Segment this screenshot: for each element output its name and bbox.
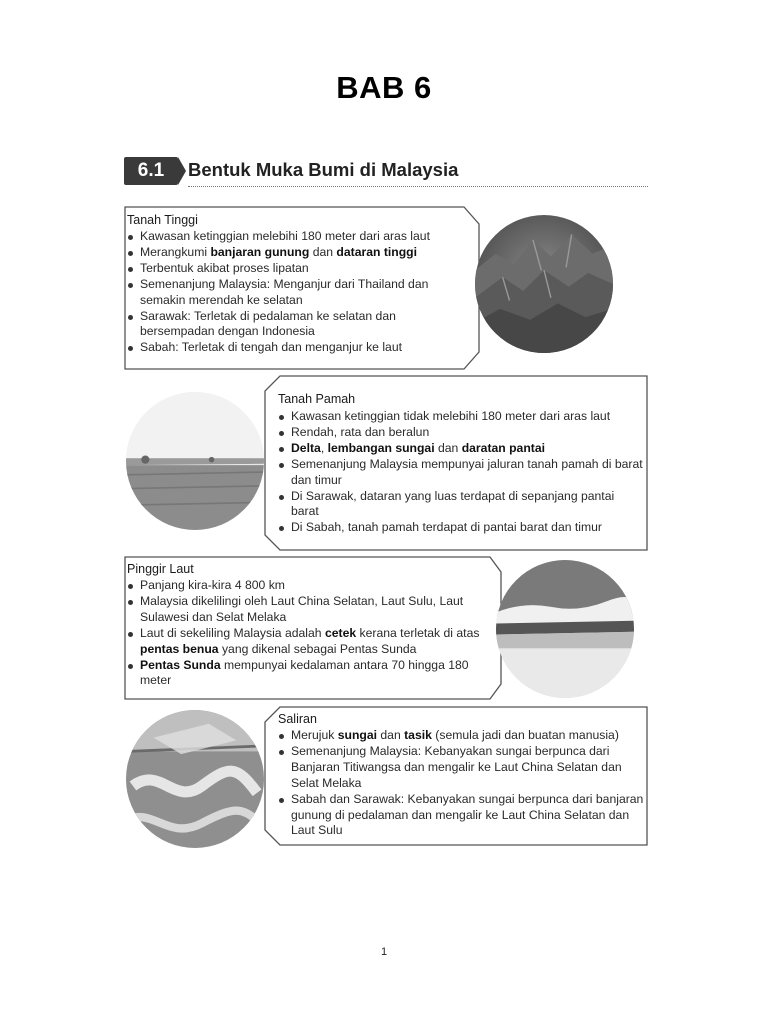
bullet-item [277,520,645,536]
bullet-item [126,229,464,245]
text-segment: Sabah: Terletak di tengah dan menganjur ke laut [140,340,402,355]
bullet-item [277,489,645,521]
panel-tanah-pamah [264,375,648,551]
text-segment: Malaysia dikelilingi oleh Laut China Selatan, Laut Sulu, Laut Sulawesi dan Selat Melaka [140,593,464,624]
bold-term: Delta [291,440,321,455]
chapter-title: BAB 6 [336,70,432,105]
bullet-item [126,277,464,309]
text-segment: Merujuk [291,728,338,742]
bullet-item [277,728,645,744]
text-segment: Di Sarawak, dataran yang luas terdapat di sepanjang pantai barat [291,488,615,519]
panel-title: Pinggir Laut [127,562,194,576]
panel-title: Saliran [278,712,317,726]
panel-list [277,409,645,536]
text-segment: mempunyai kedalaman antara 70 hingga 180 meter [140,657,469,688]
bullet-item [277,744,645,792]
bullet-item [126,340,464,356]
beach-photo [496,560,634,698]
bullet-item [126,309,464,341]
panel-list [126,578,486,689]
text-segment: dan [309,244,337,259]
mountain-photo [475,215,613,353]
section-number: 6.1 [124,157,178,185]
text-segment: , [320,440,328,455]
text-segment: Semenanjung Malaysia: Menganjur dari Thailand dan semakin merendah ke selatan [140,276,429,307]
bullet-item [126,594,486,626]
text-segment: Sarawak: Terletak di pedalaman ke selatan dan bersempadan dengan Indonesia [140,308,396,339]
text-segment: Sabah dan Sarawak: Kebanyakan sungai berpunca dari banjaran gunung di pedalaman dan mengalir ke Laut China Selatan dan Laut Sulu [291,791,644,838]
text-segment: dan [434,440,462,455]
bullet-item [126,578,486,594]
text-segment: (semula jadi dan buatan manusia) [431,728,619,742]
panel-pinggir-laut [124,556,502,700]
panel-saliran [264,706,648,846]
panel-list [277,728,645,839]
river-photo [126,710,264,848]
lowland-photo [126,392,264,530]
bold-term: tasik [404,728,432,742]
text-segment: kerana terletak di atas [356,625,480,640]
text-segment: Terbentuk akibat proses lipatan [140,260,309,275]
bold-term: cetek [324,625,357,640]
text-segment: yang dikenal sebagai Pentas Sunda [218,641,417,656]
bold-term: daratan pantai [461,440,546,455]
text-segment: Kawasan ketinggian melebihi 180 meter dari aras laut [140,229,430,243]
text-segment: Semenanjung Malaysia mempunyai jaluran tanah pamah di barat dan timur [291,456,643,487]
text-segment: Laut di sekeliling Malaysia adalah [140,625,325,640]
bullet-item [277,409,645,425]
text-segment: dan [377,728,405,742]
section-divider [188,186,648,187]
text-segment: Merangkumi [140,244,211,259]
bold-term: Pentas Sunda [140,657,221,672]
text-segment: Di Sabah, tanah pamah terdapat di pantai barat dan timur [291,520,602,535]
page-number: 1 [380,946,388,958]
text-segment: Kawasan ketinggian tidak melebihi 180 meter dari aras laut [291,409,611,423]
bullet-item [277,792,645,840]
bullet-item [277,425,645,441]
bullet-item [126,261,464,277]
text-segment: Semenanjung Malaysia: Kebanyakan sungai berpunca dari Banjaran Titiwangsa dan mengalir ke Laut China Selatan dan Selat Melaka [291,743,622,790]
bullet-item [126,626,486,658]
bullet-item [277,457,645,489]
text-segment: Panjang kira-kira 4 800 km [140,578,285,592]
text-segment: Rendah, rata dan beralun [291,424,430,439]
bullet-item [277,441,645,457]
panel-title: Tanah Pamah [278,392,356,406]
section-title: Bentuk Muka Bumi di Malaysia [188,159,459,180]
bold-term: pentas benua [140,641,219,656]
panel-title: Tanah Tinggi [127,213,198,227]
bold-term: dataran tinggi [336,244,417,259]
bullet-item [126,658,486,690]
bold-term: sungai [337,728,378,742]
bold-term: lembangan sungai [327,440,435,455]
panel-list [126,229,464,356]
bullet-item [126,245,464,261]
bold-term: banjaran gunung [210,244,310,259]
panel-tanah-tinggi [124,206,480,370]
section-header [124,157,644,189]
